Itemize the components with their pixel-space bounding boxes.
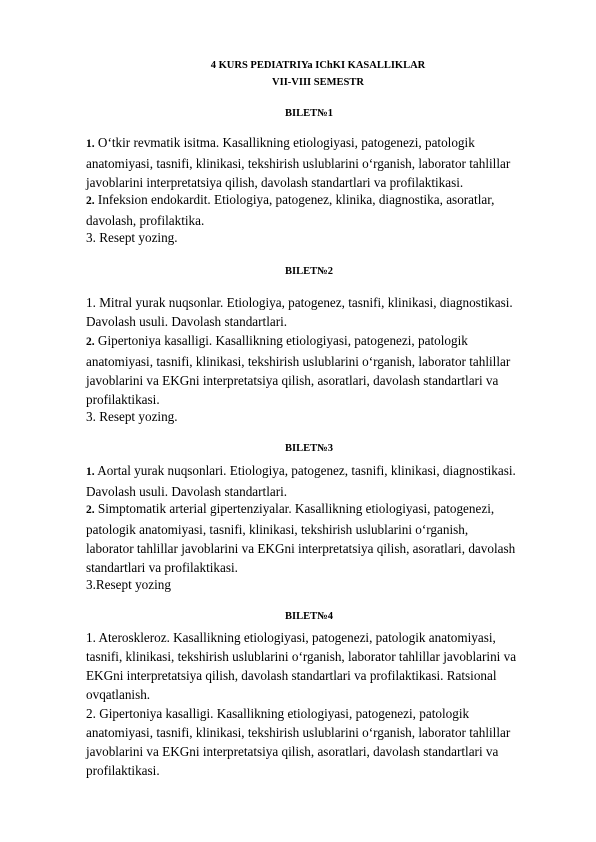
item-text-line: Resept yozing. bbox=[95, 409, 178, 424]
item-text-line: tasnifi, klinikasi, tekshirish uslublarini o‘rganish, laborator tahlillar javoblarini va bbox=[86, 649, 517, 664]
document-title: 4 KURS PEDIATRIYa IChKI KASALLIKLAR bbox=[210, 60, 426, 71]
item-number: 1. bbox=[86, 295, 96, 310]
ticket-2-item-2 bbox=[86, 331, 560, 409]
item-text-line: patologik anatomiyasi, tasnifi, klinikasi, tekshirish uslublarini o‘rganish, bbox=[86, 522, 469, 537]
ticket-1-item-3 bbox=[86, 228, 560, 247]
item-text-line: Mitral yurak nuqsonlar. Etiologiya, patogenez, tasnifi, klinikasi, diagnostikasi. bbox=[95, 295, 513, 310]
item-number: 3. bbox=[86, 230, 96, 245]
item-number: 2. bbox=[86, 336, 95, 348]
item-number: 3. bbox=[86, 409, 96, 424]
item-text-line: Aortal yurak nuqsonlari. Etiologiya, patogenez, tasnifi, klinikasi, diagnostikasi. bbox=[94, 463, 516, 478]
item-text-line: javoblarini interpretatsiya qilish, davolash standartlari va profilaktikasi. bbox=[86, 175, 464, 190]
item-text-line: davolash, profilaktika. bbox=[86, 213, 205, 228]
item-text-line: standartlari va profilaktikasi. bbox=[86, 560, 238, 575]
ticket-1-item-1 bbox=[86, 133, 560, 192]
item-text-line: profilaktikasi. bbox=[86, 392, 160, 407]
item-text-line: anatomiyasi, tasnifi, klinikasi, tekshirish uslublarini o‘rganish, laborator tahlillar bbox=[86, 725, 511, 740]
item-text-line: Gipertoniya kasalligi. Kasallikning etiologiyasi, patogenezi, patologik bbox=[94, 333, 468, 348]
ticket-3-item-1 bbox=[86, 461, 560, 501]
item-number: 1. bbox=[86, 138, 95, 150]
item-number: 2. bbox=[86, 706, 96, 721]
ticket-4-item-2 bbox=[86, 704, 560, 780]
item-text-line: javoblarini va EKGni interpretatsiya qilish, asoratlari, davolash standartlari va bbox=[86, 373, 499, 388]
item-number: 2. bbox=[86, 504, 95, 516]
item-text-line: Davolash usuli. Davolash standartlari. bbox=[86, 484, 288, 499]
item-number: 2. bbox=[86, 195, 95, 207]
item-number: 1. bbox=[86, 630, 96, 645]
item-number: 3. bbox=[86, 577, 96, 592]
item-text-line: anatomiyasi, tasnifi, klinikasi, tekshirish uslublarini o‘rganish, laborator tahlillar bbox=[86, 354, 511, 369]
item-text-line: Resept yozing. bbox=[95, 230, 178, 245]
item-text-line: anatomiyasi, tasnifi, klinikasi, tekshirish uslublarini o‘rganish, laborator tahlillar bbox=[86, 156, 511, 171]
ticket-1-title: BILET№1 bbox=[285, 108, 333, 119]
item-text-line: javoblarini va EKGni interpretatsiya qilish, asoratlari, davolash standartlari va bbox=[86, 744, 499, 759]
ticket-3-item-2 bbox=[86, 499, 560, 577]
item-text-line: ovqatlanish. bbox=[86, 687, 151, 702]
ticket-2-item-3 bbox=[86, 407, 560, 426]
item-text-line: Davolash usuli. Davolash standartlari. bbox=[86, 314, 288, 329]
ticket-3-item-3 bbox=[86, 575, 560, 594]
item-text-line: Simptomatik arterial gipertenziyalar. Kasallikning etiologiyasi, patogenezi, bbox=[94, 501, 495, 516]
ticket-4-title: BILET№4 bbox=[285, 611, 333, 622]
document-subtitle: VII-VIII SEMESTR bbox=[272, 77, 364, 88]
ticket-2-title: BILET№2 bbox=[285, 266, 333, 277]
item-text-line: EKGni interpretatsiya qilish, davolash standartlari va profilaktikasi. Ratsional bbox=[86, 668, 497, 683]
item-number: 1. bbox=[86, 466, 95, 478]
item-text-line: Gipertoniya kasalligi. Kasallikning etiologiyasi, patogenezi, patologik bbox=[95, 706, 470, 721]
item-text-line: O‘tkir revmatik isitma. Kasallikning etiologiyasi, patogenezi, patologik bbox=[94, 135, 475, 150]
ticket-4-item-1 bbox=[86, 628, 560, 704]
item-text-line: laborator tahlillar javoblarini va EKGni interpretatsiya qilish, asoratlari, davolash bbox=[86, 541, 516, 556]
item-text-line: Ateroskleroz. Kasallikning etiologiyasi, patogenezi, patologik anatomiyasi, bbox=[95, 630, 496, 645]
ticket-1-item-2 bbox=[86, 190, 560, 230]
item-text-line: Resept yozing bbox=[95, 577, 171, 592]
ticket-2-item-1 bbox=[86, 293, 560, 331]
ticket-3-title: BILET№3 bbox=[285, 443, 333, 454]
item-text-line: profilaktikasi. bbox=[86, 763, 160, 778]
item-text-line: Infeksion endokardit. Etiologiya, patogenez, klinika, diagnostika, asoratlar, bbox=[94, 192, 495, 207]
